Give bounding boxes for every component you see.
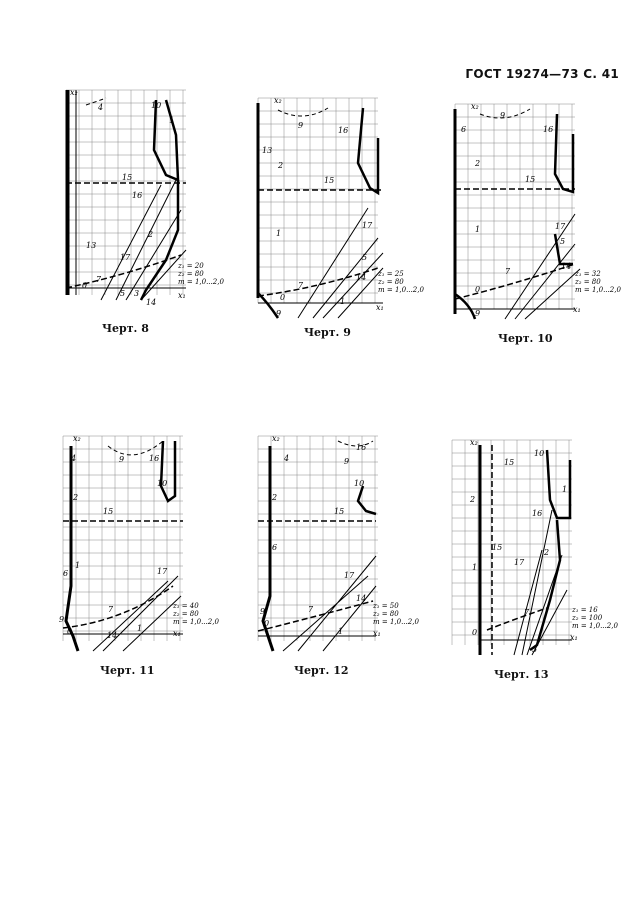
- label: 15: [324, 176, 335, 185]
- hatched-curve-1: [547, 450, 570, 518]
- axis-label-x2: x₂: [70, 88, 78, 97]
- grid: [63, 436, 183, 641]
- label: 14: [356, 273, 367, 282]
- label: 14: [356, 594, 367, 603]
- figure-13-chart: [452, 438, 618, 660]
- label: 9: [276, 309, 282, 318]
- label: 4: [284, 454, 290, 463]
- axis-label-x1: x₁: [173, 629, 181, 638]
- param-z1: z₁ = 20: [178, 262, 204, 270]
- param-z1: z₁ = 40: [173, 602, 199, 610]
- label: 2: [278, 161, 284, 170]
- label: 7: [308, 605, 314, 614]
- param-z2: z₂ = 80: [575, 278, 601, 286]
- label: 1: [475, 225, 481, 234]
- figure-12-chart: [258, 434, 419, 656]
- label: 16: [338, 126, 349, 135]
- param-z1: z₁ = 25: [378, 270, 404, 278]
- label: 6: [272, 543, 278, 552]
- param-z1: z₁ = 32: [575, 270, 601, 278]
- label: 2: [148, 230, 154, 239]
- param-m: m = 1,0...2,0: [173, 618, 219, 626]
- label: 2: [544, 548, 550, 557]
- label: 5: [362, 253, 368, 262]
- label: 16: [132, 191, 143, 200]
- axis-label-x2: x₂: [73, 434, 81, 443]
- label: 0: [82, 281, 88, 290]
- label: 10: [534, 449, 545, 458]
- label: 2: [470, 495, 476, 504]
- label: 17: [555, 222, 566, 231]
- hatched-curve-16: [555, 114, 573, 192]
- label: 14: [107, 631, 118, 640]
- axis-label-x2: x₂: [272, 434, 280, 443]
- label: 0: [264, 619, 270, 628]
- label: 1: [338, 627, 344, 636]
- grid: [66, 90, 186, 295]
- label: 0: [280, 293, 286, 302]
- label: 14: [561, 262, 572, 271]
- label: 5: [560, 237, 566, 246]
- label: 0: [67, 627, 73, 636]
- label: 7: [505, 267, 511, 276]
- param-m: m = 1,0...2,0: [572, 622, 618, 630]
- label: 7: [524, 608, 530, 617]
- label: 17: [514, 558, 525, 567]
- label: 15: [122, 173, 133, 182]
- label: 5: [532, 645, 538, 654]
- label: 3: [134, 289, 140, 298]
- dashed-curve-7: [258, 601, 373, 631]
- figure-10: [455, 102, 621, 319]
- label: 15: [334, 507, 345, 516]
- label: 6: [63, 569, 69, 578]
- label: 15: [103, 507, 114, 516]
- label: 17: [120, 253, 131, 262]
- label: 9: [475, 309, 481, 318]
- label: 1: [340, 297, 346, 306]
- figure-9: [258, 96, 424, 318]
- figure-12: [258, 434, 419, 651]
- axis-label-x1: x₁: [373, 629, 381, 638]
- param-z2: z₂ = 80: [373, 610, 399, 618]
- label: 17: [157, 567, 168, 576]
- label: 2: [73, 493, 79, 502]
- axis-label-x1: x₁: [178, 291, 186, 300]
- figure-13: [452, 438, 618, 655]
- label: 16: [149, 454, 160, 463]
- param-z2: z₂ = 80: [378, 278, 404, 286]
- dashed-curve-9: [108, 441, 163, 455]
- label: 5: [120, 289, 126, 298]
- label: 1: [137, 624, 143, 633]
- label: 16: [356, 443, 367, 452]
- figure-9-caption: Черт. 9: [304, 326, 351, 339]
- label: 9: [260, 607, 266, 616]
- figure-9-chart: [258, 96, 424, 323]
- label: 16: [532, 509, 543, 518]
- label: 10: [151, 101, 162, 110]
- dashed-curve-9: [278, 108, 328, 116]
- label: 9: [59, 615, 65, 624]
- param-m: m = 1,0...2,0: [178, 278, 224, 286]
- label: 10: [354, 479, 365, 488]
- grid: [258, 436, 378, 641]
- label: 13: [86, 241, 97, 250]
- hatched-curve-10: [161, 441, 175, 501]
- axis-label-x2: x₂: [471, 102, 479, 111]
- param-z1: z₁ = 16: [572, 606, 598, 614]
- figure-10-chart: [455, 102, 621, 324]
- figure-12-caption: Черт. 12: [294, 664, 349, 677]
- axis-label-x1: x₁: [570, 633, 578, 642]
- label: 1: [276, 229, 282, 238]
- param-z2: z₂ = 80: [178, 270, 204, 278]
- figure-8: [66, 88, 224, 307]
- hatched-curve-10: [358, 486, 376, 514]
- label: 1: [562, 485, 568, 494]
- label: 0: [475, 285, 481, 294]
- label: 4: [71, 454, 77, 463]
- label: 7: [108, 605, 114, 614]
- figure-8-caption: Черт. 8: [102, 322, 149, 335]
- figure-10-caption: Черт. 10: [498, 332, 553, 345]
- dashed-curve-7: [455, 264, 575, 299]
- label: 9: [500, 111, 506, 120]
- label: 15: [492, 543, 503, 552]
- param-m: m = 1,0...2,0: [378, 286, 424, 294]
- axis-label-x1: x₁: [573, 305, 581, 314]
- param-m: m = 1,0...2,0: [575, 286, 621, 294]
- label: 1: [169, 116, 175, 125]
- label: 2: [272, 493, 278, 502]
- label: 1: [75, 561, 81, 570]
- label: 9: [119, 455, 125, 464]
- label: 10: [157, 479, 168, 488]
- label: 1: [472, 563, 478, 572]
- label: 0: [472, 628, 478, 637]
- label: 16: [543, 125, 554, 134]
- hatched-curve-9: [258, 293, 278, 318]
- label: 13: [262, 146, 273, 155]
- label: 15: [525, 175, 536, 184]
- figure-11-chart: [59, 434, 219, 656]
- param-z2: z₂ = 80: [173, 610, 199, 618]
- param-z1: z₁ = 50: [373, 602, 399, 610]
- label: 2: [475, 159, 481, 168]
- label: 9: [298, 121, 304, 130]
- param-m: m = 1,0...2,0: [373, 618, 419, 626]
- axis-label-x2: x₂: [274, 96, 282, 105]
- figure-13-caption: Черт. 13: [494, 668, 549, 681]
- label: 4: [98, 103, 104, 112]
- figure-11-caption: Черт. 11: [100, 664, 155, 677]
- page-header: ГОСТ 19274—73 С. 41: [465, 67, 619, 81]
- label: 9: [344, 457, 350, 466]
- axis-label-x1: x₁: [376, 303, 384, 312]
- label: 7: [96, 275, 102, 284]
- label: 17: [362, 221, 373, 230]
- label: 6: [461, 125, 467, 134]
- figure-8-chart: [66, 88, 224, 307]
- axis-label-x2: x₂: [470, 438, 478, 447]
- param-z2: z₂ = 100: [572, 614, 603, 622]
- label: 17: [344, 571, 355, 580]
- figure-11: [59, 434, 219, 651]
- label: 14: [146, 298, 157, 307]
- label: 7: [298, 281, 304, 290]
- label: 15: [504, 458, 515, 467]
